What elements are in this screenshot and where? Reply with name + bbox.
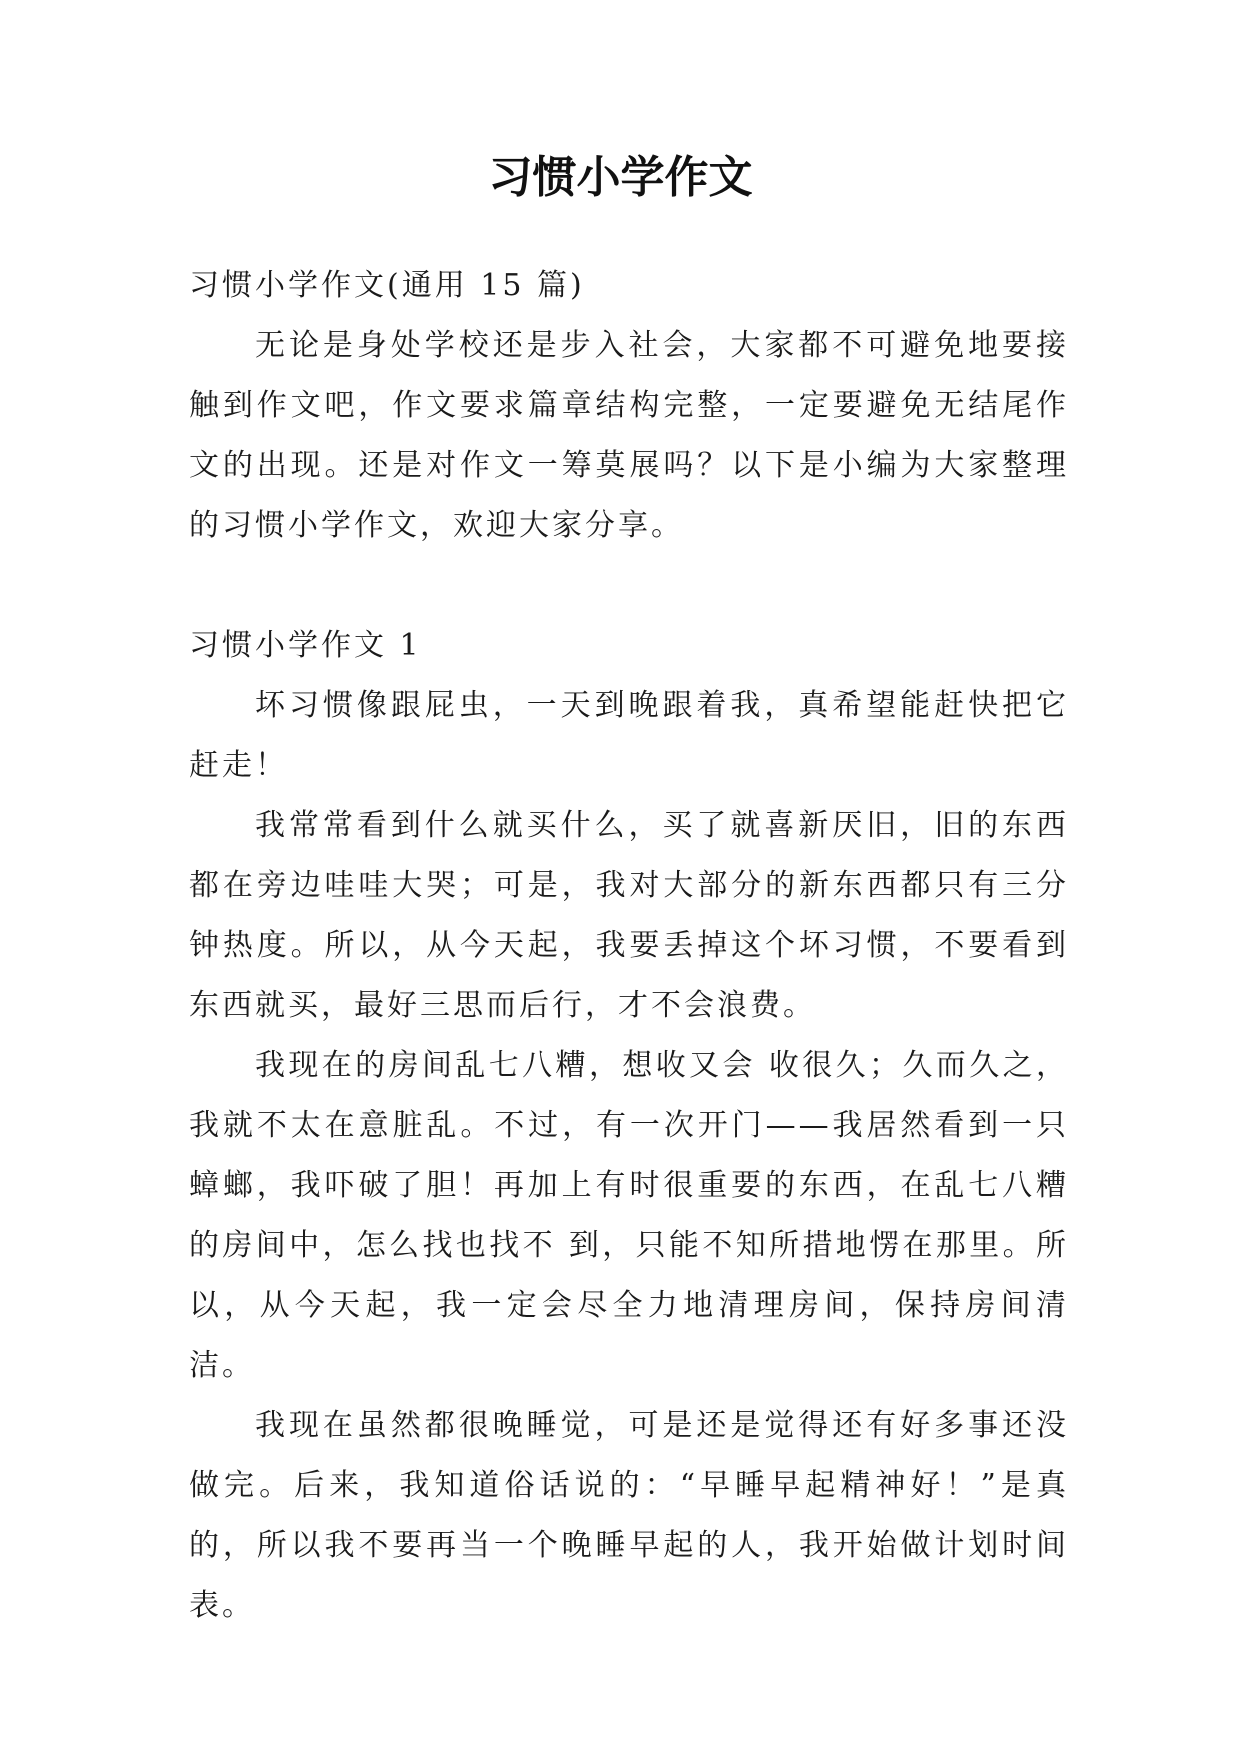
paragraph: 我常常看到什么就买什么，买了就喜新厌旧，旧的东西都在旁边哇哇大哭；可是，我对大部分的新东西都只有三分钟热度。所以，从今天起，我要丢掉这个坏习惯，不要看到东西就买，最好三思而后行，才不会浪费。 [189,808,1069,1023]
paragraph: 坏习惯像跟屁虫，一天到晚跟着我，真希望能赶快把它赶走！ [189,688,1069,783]
section-heading: 习惯小学作文 1 [189,628,422,663]
subtitle: 习惯小学作文(通用 15 篇) [189,268,585,303]
section-spacer [189,556,1069,616]
intro-paragraph: 无论是身处学校还是步入社会，大家都不可避免地要接触到作文吧，作文要求篇章结构完整，一定要避免无结尾作文的出现。还是对作文一筹莫展吗？以下是小编为大家整理的习惯小学作文，欢迎大家分享。 [189,328,1069,543]
paragraph: 我现在的房间乱七八糟，想收又会 收很久；久而久之，我就不太在意脏乱。不过，有一次开门——我居然看到一只蟑螂，我吓破了胆！再加上有时很重要的东西，在乱七八糟的房间中，怎么找也找不 到，只能不知所措地愣在那里。所以，从今天起，我一定会尽全力地清理房间，保持房间清洁。 [189,1048,1069,1383]
document-body [189,256,1069,1636]
page-title: 习惯小学作文 [488,152,753,203]
paragraph: 我现在虽然都很晚睡觉，可是还是觉得还有好多事还没做完。后来，我知道俗话说的：“早睡早起精神好！”是真的，所以我不要再当一个晚睡早起的人，我开始做计划时间表。 [189,1408,1069,1623]
